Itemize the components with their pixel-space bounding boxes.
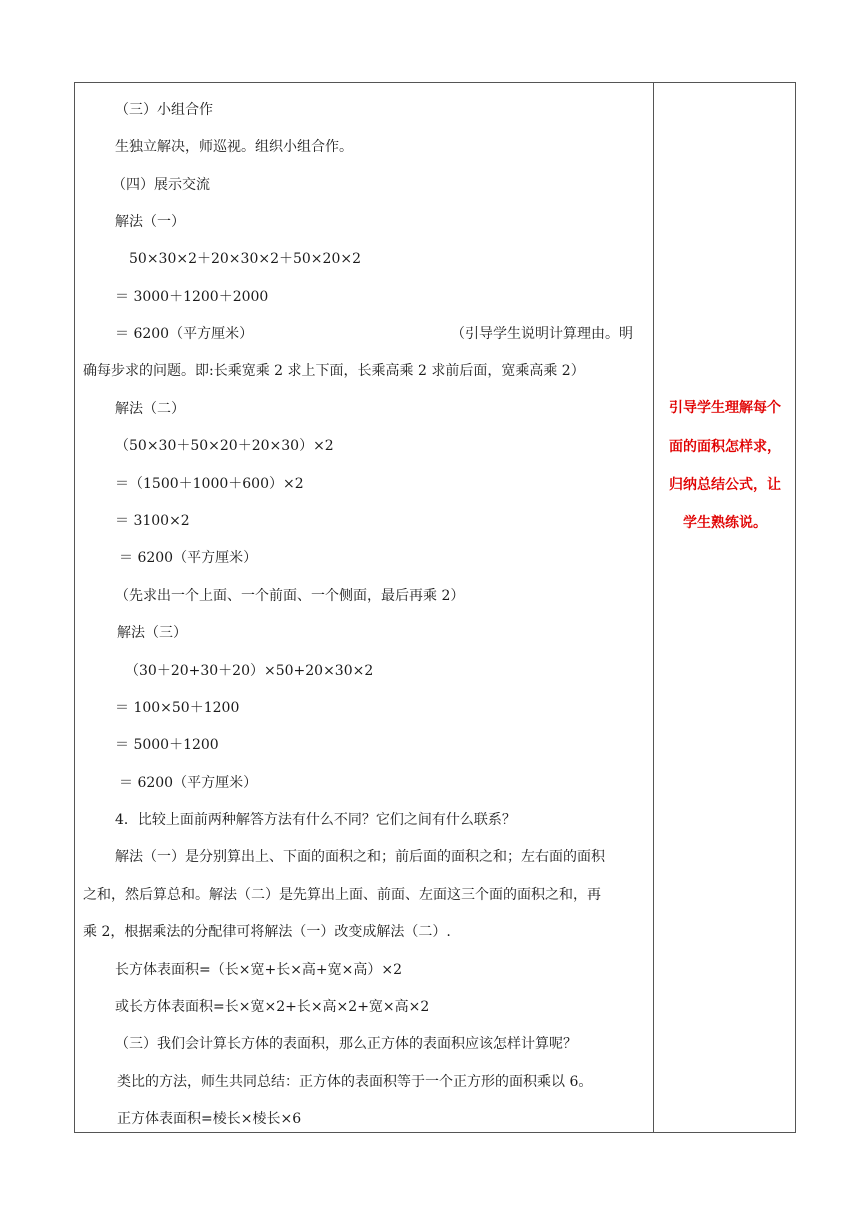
formula-line: （30＋20+30＋20）×50+20×30×2 — [125, 663, 374, 679]
teaching-process-cell — [75, 83, 653, 1132]
text-line: （先求出一个上面、一个前面、一个侧面，最后再乘 2） — [115, 588, 465, 604]
section-heading-exchange: （四）展示交流 — [112, 177, 210, 193]
formula-line: ＝ 3100×2 — [115, 513, 190, 529]
note-line: 面的面积怎样求， — [669, 439, 781, 455]
note-line: 归纳总结公式，让 — [669, 477, 781, 493]
formula-line: ＝（1500＋1000＋600）×2 — [115, 476, 304, 492]
text-line: 乘 2，根据乘法的分配律可将解法（一）改变成解法（二）. — [83, 924, 451, 940]
design-intent-cell — [654, 83, 796, 1132]
note-line: 学生熟练说。 — [683, 515, 767, 531]
method-2-heading: 解法（二） — [115, 401, 185, 417]
formula-line: 50×30×2＋20×30×2＋50×20×2 — [129, 251, 361, 267]
formula-line: ＝ 3000＋1200＋2000 — [115, 289, 269, 305]
text-line: （引导学生说明计算理由。明 — [451, 326, 633, 342]
method-3-heading: 解法（三） — [117, 625, 187, 641]
text-line: 解法（一）是分别算出上、下面的面积之和；前后面的面积之和；左右面的面积 — [115, 849, 605, 865]
formula-line: ＝ 6200（平方厘米） — [115, 326, 254, 342]
section-heading-cube: （三）我们会计算长方体的表面积，那么正方体的表面积应该怎样计算呢？ — [115, 1036, 577, 1052]
formula-line: 或长方体表面积=长×宽×2+长×高×2+宽×高×2 — [115, 999, 430, 1015]
formula-line: ＝ 100×50＋1200 — [115, 700, 240, 716]
question-line: 4．比较上面前两种解答方法有什么不同？它们之间有什么联系？ — [115, 812, 516, 828]
note-line: 引导学生理解每个 — [669, 400, 781, 416]
method-1-heading: 解法（一） — [115, 214, 185, 230]
formula-line: ＝ 6200（平方厘米） — [119, 775, 258, 791]
text-line: 确每步求的问题。即:长乘宽乘 2 求上下面，长乘高乘 2 求前后面，宽乘高乘 2） — [83, 363, 585, 379]
formula-line: 长方体表面积=（长×宽+长×高+宽×高）×2 — [115, 962, 403, 978]
text-line: 生独立解决，师巡视。组织小组合作。 — [115, 139, 353, 155]
section-heading-group-work: （三）小组合作 — [115, 102, 213, 118]
formula-line: （50×30＋50×20＋20×30）×2 — [115, 438, 334, 454]
formula-line: ＝ 5000＋1200 — [115, 737, 219, 753]
formula-line: 正方体表面积=棱长×棱长×6 — [117, 1111, 302, 1127]
text-line: 之和，然后算总和。解法（二）是先算出上面、前面、左面这三个面的面积之和，再 — [83, 887, 601, 903]
text-line: 类比的方法，师生共同总结：正方体的表面积等于一个正方形的面积乘以 6。 — [117, 1074, 593, 1090]
formula-line: ＝ 6200（平方厘米） — [119, 550, 258, 566]
lesson-table — [74, 82, 796, 1133]
